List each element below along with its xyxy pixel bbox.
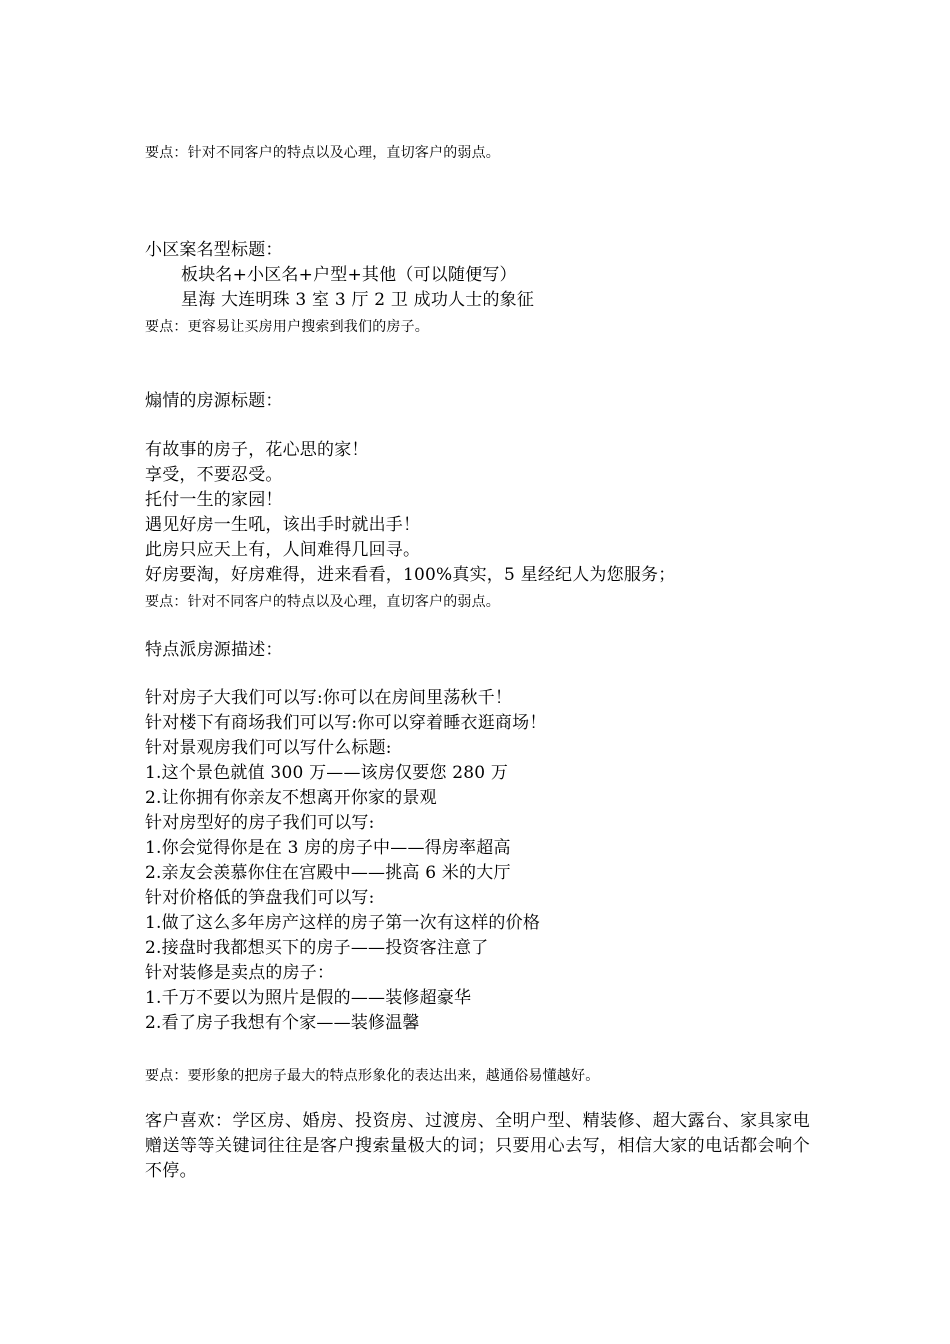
feature-line: 2.看了房子我想有个家——装修温馨 bbox=[145, 1013, 420, 1033]
title-example: 星海 大连明珠 3 室 3 厅 2 卫 成功人士的象征 bbox=[181, 290, 535, 310]
emotional-title-item: 此房只应天上有，人间难得几回寻。 bbox=[145, 540, 421, 560]
feature-line: 2.让你拥有你亲友不想离开你家的景观 bbox=[145, 788, 437, 808]
key-point-note: 要点：针对不同客户的特点以及心理，直切客户的弱点。 bbox=[145, 145, 500, 161]
feature-line: 针对景观房我们可以写什么标题: bbox=[145, 738, 392, 758]
key-point-note: 要点：更容易让买房用户搜索到我们的房子。 bbox=[145, 319, 429, 335]
title-formula: 板块名+小区名+户型+其他（可以随便写） bbox=[181, 265, 517, 285]
feature-line: 1.千万不要以为照片是假的——装修超豪华 bbox=[145, 988, 472, 1008]
feature-line: 1.这个景色就值 300 万——该房仅要您 280 万 bbox=[145, 763, 509, 783]
feature-line: 针对价格低的笋盘我们可以写: bbox=[145, 888, 375, 908]
feature-line: 针对房型好的房子我们可以写: bbox=[145, 813, 375, 833]
emotional-title-item: 托付一生的家园！ bbox=[145, 490, 283, 510]
feature-line: 1.你会觉得你是在 3 房的房子中——得房率超高 bbox=[145, 838, 511, 858]
key-point-note: 要点：针对不同客户的特点以及心理，直切客户的弱点。 bbox=[145, 594, 500, 610]
feature-line: 针对装修是卖点的房子： bbox=[145, 963, 335, 983]
feature-line: 针对房子大我们可以写:你可以在房间里荡秋千！ bbox=[145, 688, 513, 708]
feature-line: 1.做了这么多年房产这样的房子第一次有这样的价格 bbox=[145, 913, 541, 933]
emotional-title-item: 好房要淘，好房难得，进来看看，100%真实，5 星经纪人为您服务； bbox=[145, 565, 676, 585]
emotional-title-item: 有故事的房子，花心思的家！ bbox=[145, 440, 369, 460]
emotional-title-item: 遇见好房一生吼，该出手时就出手！ bbox=[145, 515, 421, 535]
feature-line: 2.亲友会羡慕你住在宫殿中——挑高 6 米的大厅 bbox=[145, 863, 511, 883]
key-point-note: 要点：要形象的把房子最大的特点形象化的表达出来，越通俗易懂越好。 bbox=[145, 1068, 600, 1084]
feature-line: 针对楼下有商场我们可以写:你可以穿着睡衣逛商场！ bbox=[145, 713, 547, 733]
closing-paragraph: 客户喜欢：学区房、婚房、投资房、过渡房、全明户型、精装修、超大露台、家具家电赠送等等关键词往往是客户搜索量极大的词；只要用心去写，相信大家的电话都会响个不停。 bbox=[145, 1111, 810, 1181]
section-heading-community-title: 小区案名型标题： bbox=[145, 240, 283, 260]
section-heading-emotional-titles: 煽情的房源标题： bbox=[145, 391, 283, 411]
section-heading-feature-descriptions: 特点派房源描述： bbox=[145, 640, 283, 660]
emotional-title-item: 享受，不要忍受。 bbox=[145, 465, 283, 485]
feature-line: 2.接盘时我都想买下的房子——投资客注意了 bbox=[145, 938, 489, 958]
